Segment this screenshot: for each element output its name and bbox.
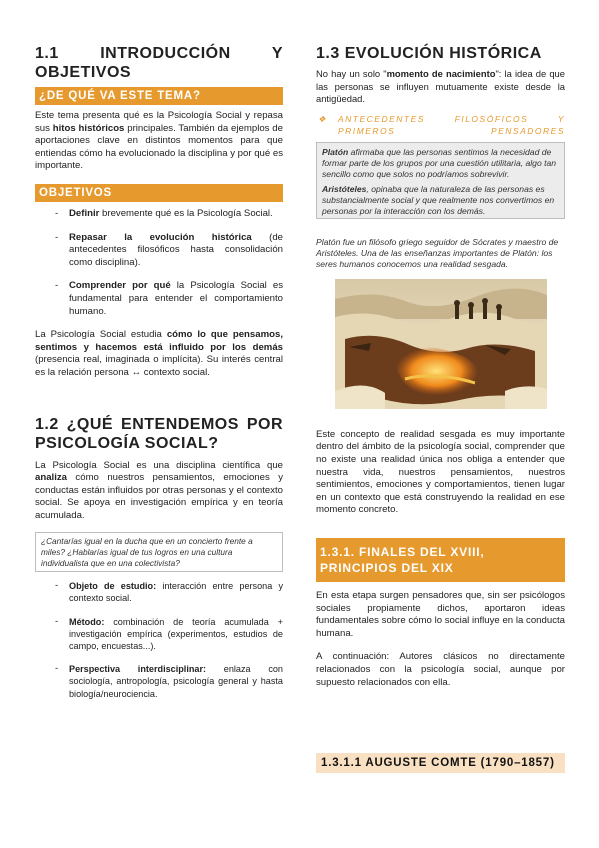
antecedentes-heading: ❖ ANTECEDENTES FILOSÓFICOS Y PRIMEROS PENSADORES [318, 113, 565, 137]
objective-item: - Comprender por qué la Psicología Social es fundamental para entender el comportamiento humano. [55, 280, 283, 317]
summary-paragraph: La Psicología Social estudia cómo lo que pensamos, sentimos y hacemos está influido por los demás (presencia real, imaginada o implícita). Su interés central es la relación persona ↔ contexto social. [35, 329, 283, 378]
features-list [35, 580, 283, 700]
realidad-sesgada-paragraph: Este concepto de realidad sesgada es muy importante dentro del ámbito de la psicología social, comprender que no existe una realidad única nos obliga a entender que nuestra vida, nuestros pensamientos, nuestros sentimientos, emociones y comportamientos, tienen lugar en un contexto que está construyendo la realidad en ese momento concreto. [316, 428, 565, 516]
section-1-3-title: 1.3 EVOLUCIÓN HISTÓRICA [316, 45, 542, 62]
objective-item: - Definir brevemente qué es la Psicología Social. [55, 207, 273, 219]
intro-paragraph: Este tema presenta qué es la Psicología Social y repasa sus hitos históricos principales. También da ejemplos de aportaciones clave en distintos momentos para que entiendas cómo ha evolucionado la disciplina y por qué es importante. [35, 110, 283, 172]
platon-quote: Platón afirmaba que las personas sentimos la necesidad de formar parte de los grupos por una cuestión utilitaria, algo tan sencillo como que solos no podríamos sobrevivir. [322, 146, 557, 179]
section-1-1-title: 1.1 INTRODUCCIÓN Y OBJETIVOS [35, 45, 283, 81]
objective-item: - Repasar la evolución histórica (de antecedentes filosóficos hasta consolidación como disciplina). [55, 231, 283, 268]
evolution-intro: No hay un solo "momento de nacimiento": la idea de que las personas se influyen mutuamente existe desde la antigüedad. [316, 68, 565, 105]
cave-illustration-svg [335, 279, 547, 409]
quote-box: ¿Cantarías igual en la ducha que en un concierto frente a miles? ¿Hablarías igual de tus logros en una cultura individualista que en una colectivista? [35, 532, 283, 572]
objectives-list [35, 208, 283, 318]
philosophers-box [316, 142, 565, 219]
feature-item: - Objeto de estudio: interacción entre persona y contexto social. [55, 580, 283, 604]
feature-item: - Perspectiva interdisciplinar: enlaza con sociología, antropología, psicología general y hasta biología/neurociencia. [55, 663, 283, 699]
diamond-bullet-icon: ❖ [318, 113, 328, 124]
aristoteles-quote: Aristóteles, opinaba que la naturaleza de las personas es substancialmente social y que realmente nos convertimos en personas por la interacción con los demás. [322, 183, 555, 216]
left-column [35, 44, 283, 700]
platon-note: Platón fue un filósofo griego seguidor de Sócrates y maestro de Aristóteles. Una de las enseñanzas importantes de Platón: los seres humanos conocemos una realidad sesgada. [316, 236, 559, 269]
definition-paragraph: La Psicología Social es una disciplina científica que analiza cómo nuestros pensamientos, emociones y conductas están influidos por otras personas y el contexto social. Se apoya en investigación empírica y en teoría acumulada. [35, 459, 283, 521]
banner-objetivos: OBJETIVOS [35, 184, 283, 202]
banner-auguste-comte: 1.3.1.1 AUGUSTE COMTE (1790–1857) [316, 753, 565, 773]
banner-1-3-1: 1.3.1. FINALES DEL XVIII, PRINCIPIOS DEL XIX [316, 538, 565, 582]
continuacion-paragraph: A continuación: Autores clásicos no directamente relacionados con la psicología social, aunque por supuesto relacionados con ella. [316, 651, 565, 688]
etapa-paragraph: En esta etapa surgen pensadores que, sin ser psicólogos sociales propiamente dichos, aportaron ideas fundamentales sobre cómo lo social influye en la conducta humana. [316, 589, 565, 639]
right-column [316, 44, 565, 773]
cave-allegory-illustration [335, 279, 547, 409]
section-1-2-title: 1.2 ¿QUÉ ENTENDEMOS POR PSICOLOGÍA SOCIAL? [35, 415, 283, 452]
banner-que-va-tema: ¿DE QUÉ VA ESTE TEMA? [35, 87, 283, 105]
feature-item: - Método: combinación de teoría acumulada + investigación empírica (experimentos, estudios de campo, encuestas...). [55, 615, 283, 652]
